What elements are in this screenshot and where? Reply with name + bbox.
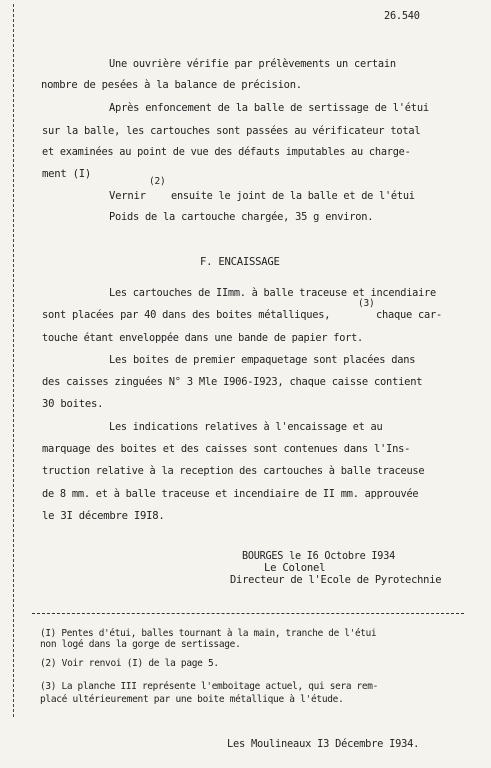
left-margin-border	[13, 4, 14, 717]
paragraph-2-line-2: sur la balle, les cartouches sont passées au vérificateur total	[42, 125, 421, 137]
signature-title: Directeur de l'Ecole de Pyrotechnie	[230, 574, 442, 586]
footnote-3-line-1: (3) La planche III représente l'emboitage actuel, qui sera rem-	[40, 681, 379, 692]
footnote-2: (2) Voir renvoi (I) de la page 5.	[40, 658, 219, 669]
paragraph-2-line-4: ment (I)	[42, 168, 92, 180]
vernir-line: ensuite le joint de la balle et de l'étui	[171, 190, 415, 202]
paragraph-3-line-2-continued: chaque car-	[376, 309, 443, 321]
reference-mark-2: (2)	[149, 176, 166, 187]
paragraph-3-line-1: Les cartouches de IImm. à balle traceuse et incendiaire	[109, 287, 436, 299]
reference-mark-3: (3)	[358, 298, 375, 309]
paragraph-5-line-5: le 3I décembre I9I8.	[42, 510, 165, 522]
paragraph-4-line-2: des caisses zinguées N° 3 Mle I906-I923, chaque caisse contient	[42, 376, 423, 388]
paragraph-1-line-2: nombre de pesées à la balance de précision.	[41, 79, 302, 91]
footer-place-date: Les Moulineaux I3 Décembre I934.	[227, 738, 420, 750]
signature-place-date: BOURGES le I6 Octobre I934	[242, 550, 395, 562]
footnote-1-line-2: non logé dans la gorge de sertissage.	[40, 639, 241, 650]
paragraph-3-line-3: touche étant enveloppée dans une bande de papier fort.	[42, 332, 363, 344]
paragraph-3-line-2: sont placées par 40 dans des boites métalliques,	[42, 309, 331, 321]
cartridge-weight-line: Poids de la cartouche chargée, 35 g environ.	[109, 211, 374, 223]
vernir-word: Vernir	[109, 190, 146, 202]
section-title: F. ENCAISSAGE	[200, 256, 280, 268]
signature-rank: Le Colonel	[264, 562, 326, 574]
page-number: 26.540	[384, 10, 420, 22]
paragraph-2-line-1: Après enfoncement de la balle de sertissage de l'étui	[109, 102, 429, 114]
footnote-3-line-2: placé ultérieurement par une boite métallique à l'étude.	[40, 694, 344, 705]
footnote-1-line-1: (I) Pentes d'étui, balles tournant à la main, tranche de l'étui	[40, 628, 377, 639]
paragraph-4-line-3: 30 boites.	[42, 398, 104, 410]
footnote-separator	[32, 613, 464, 614]
paragraph-5-line-3: truction relative à la reception des cartouches à balle traceuse	[42, 465, 425, 477]
paragraph-4-line-1: Les boites de premier empaquetage sont placées dans	[109, 354, 416, 366]
paragraph-5-line-1: Les indications relatives à l'encaissage et au	[109, 421, 383, 433]
paragraph-2-line-3: et examinées au point de vue des défauts imputables au charge-	[42, 146, 411, 158]
paragraph-5-line-4: de 8 mm. et à balle traceuse et incendiaire de II mm. approuvée	[42, 488, 419, 500]
paragraph-5-line-2: marquage des boites et des caisses sont contenues dans l'Ins-	[42, 443, 411, 455]
paragraph-1-line-1: Une ouvrière vérifie par prélèvements un certain	[109, 58, 396, 70]
